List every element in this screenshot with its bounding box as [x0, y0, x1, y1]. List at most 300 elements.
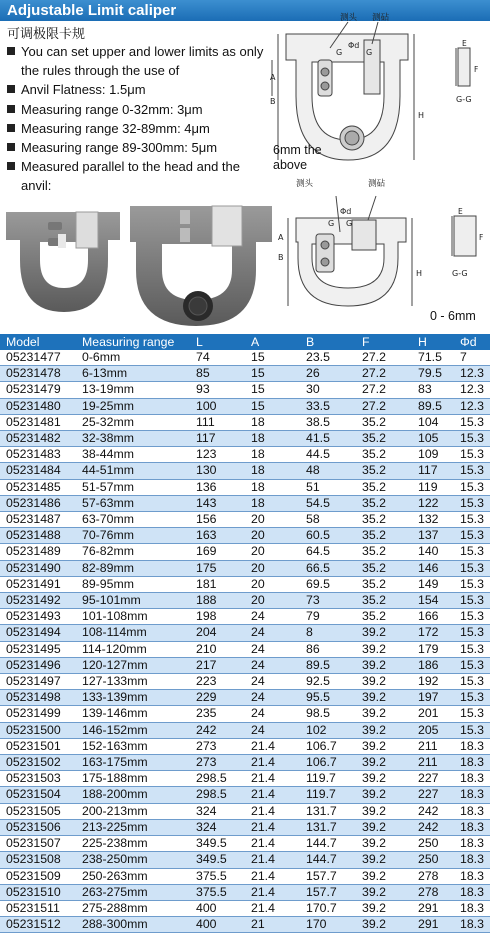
table-cell: 127-133mm [76, 674, 190, 690]
table-cell: 170.7 [300, 900, 356, 916]
table-cell: 15.3 [454, 560, 490, 576]
table-cell: 278 [412, 868, 454, 884]
table-cell: 54.5 [300, 495, 356, 511]
label-b-bottom: B [278, 253, 284, 262]
table-cell: 69.5 [300, 576, 356, 592]
table-cell: 35.2 [356, 544, 412, 560]
table-cell: 175 [190, 560, 245, 576]
table-cell: 181 [190, 576, 245, 592]
table-cell: 21.4 [245, 738, 300, 754]
table-cell: 74 [190, 350, 245, 366]
table-cell: 05231491 [0, 576, 76, 592]
table-cell: 35.2 [356, 414, 412, 430]
label-anvil-bottom: 测砧 [368, 179, 386, 189]
label-phid-top: Φd [348, 41, 360, 50]
table-cell: 13-19mm [76, 382, 190, 398]
table-cell: 76-82mm [76, 544, 190, 560]
table-cell: 66.5 [300, 560, 356, 576]
table-cell: 15.3 [454, 674, 490, 690]
table-cell: 375.5 [190, 868, 245, 884]
table-cell: 123 [190, 447, 245, 463]
table-cell: 213-225mm [76, 819, 190, 835]
table-cell: 122 [412, 495, 454, 511]
table-cell: 18 [245, 479, 300, 495]
table-cell: 15.3 [454, 512, 490, 528]
table-cell: 60.5 [300, 528, 356, 544]
bullet-square-icon [7, 162, 15, 170]
table-cell: 39.2 [356, 803, 412, 819]
table-cell: 324 [190, 803, 245, 819]
table-cell: 18.3 [454, 884, 490, 900]
table-cell: 227 [412, 771, 454, 787]
table-cell: 89-95mm [76, 576, 190, 592]
table-cell: 229 [190, 690, 245, 706]
table-cell: 20 [245, 560, 300, 576]
table-cell: 186 [412, 657, 454, 673]
table-cell: 05231477 [0, 350, 76, 366]
table-cell: 21.4 [245, 755, 300, 771]
table-cell: 133-139mm [76, 690, 190, 706]
table-cell: 375.5 [190, 884, 245, 900]
table-cell: 05231504 [0, 787, 76, 803]
table-row [0, 366, 490, 382]
label-e-top: E [462, 39, 467, 48]
table-cell: 201 [412, 706, 454, 722]
feature-item: Measuring range 32-89mm: 4μm [7, 119, 272, 138]
table-cell: 15.3 [454, 722, 490, 738]
table-row [0, 771, 490, 787]
table-cell: 44-51mm [76, 463, 190, 479]
table-cell: 324 [190, 819, 245, 835]
table-cell: 39.2 [356, 738, 412, 754]
table-cell: 15 [245, 382, 300, 398]
table-cell: 05231494 [0, 625, 76, 641]
table-cell: 225-238mm [76, 836, 190, 852]
table-cell: 156 [190, 512, 245, 528]
label-anvil-top: 测砧 [372, 13, 390, 23]
feature-list [7, 42, 272, 196]
table-cell: 15 [245, 366, 300, 382]
table-cell: 95-101mm [76, 593, 190, 609]
feature-item: You can set upper and lower limits as only the rules through the use of [7, 42, 272, 80]
table-cell: 188-200mm [76, 787, 190, 803]
table-row [0, 755, 490, 771]
table-cell: 24 [245, 625, 300, 641]
table-row [0, 512, 490, 528]
table-cell: 15 [245, 398, 300, 414]
table-cell: 15.3 [454, 447, 490, 463]
table-cell: 15.3 [454, 479, 490, 495]
table-cell: 227 [412, 787, 454, 803]
table-cell: 400 [190, 917, 245, 933]
table-cell: 30 [300, 382, 356, 398]
table-cell: 15.3 [454, 414, 490, 430]
table-row [0, 657, 490, 673]
label-a-top: A [270, 73, 276, 82]
table-row [0, 690, 490, 706]
table-cell: 140 [412, 544, 454, 560]
table-cell: 106.7 [300, 755, 356, 771]
table-cell: 15.3 [454, 544, 490, 560]
small-caliper-photo [6, 212, 120, 312]
table-cell: 05231479 [0, 382, 76, 398]
page-subtitle: 可调极限卡规 [7, 26, 86, 41]
table-row [0, 868, 490, 884]
table-cell: 132 [412, 512, 454, 528]
table-cell: 05231507 [0, 836, 76, 852]
table-cell: 211 [412, 755, 454, 771]
table-cell: 21.4 [245, 900, 300, 916]
table-cell: 27.2 [356, 366, 412, 382]
table-row [0, 836, 490, 852]
table-cell: 275-288mm [76, 900, 190, 916]
table-cell: 92.5 [300, 674, 356, 690]
table-cell: 18.3 [454, 738, 490, 754]
table-cell: 83 [412, 382, 454, 398]
table-cell: 119.7 [300, 787, 356, 803]
table-cell: 149 [412, 576, 454, 592]
table-cell: 86 [300, 641, 356, 657]
table-cell: 35.2 [356, 528, 412, 544]
table-cell: 278 [412, 884, 454, 900]
table-cell: 192 [412, 674, 454, 690]
table-cell: 166 [412, 609, 454, 625]
table-row [0, 544, 490, 560]
table-cell: 15.3 [454, 641, 490, 657]
table-cell: 18.3 [454, 868, 490, 884]
table-cell: 18.3 [454, 852, 490, 868]
table-cell: 120-127mm [76, 657, 190, 673]
table-cell: 41.5 [300, 431, 356, 447]
table-cell: 27.2 [356, 382, 412, 398]
table-cell: 18 [245, 431, 300, 447]
label-h-top: H [418, 111, 425, 120]
table-cell: 291 [412, 900, 454, 916]
table-cell: 15.3 [454, 576, 490, 592]
table-cell: 05231482 [0, 431, 76, 447]
table-cell: 131.7 [300, 803, 356, 819]
table-cell: 05231481 [0, 414, 76, 430]
table-row [0, 884, 490, 900]
table-cell: 119 [412, 479, 454, 495]
table-cell: 111 [190, 414, 245, 430]
table-cell: 05231497 [0, 674, 76, 690]
table-cell: 263-275mm [76, 884, 190, 900]
table-cell: 98.5 [300, 706, 356, 722]
table-cell: 288-300mm [76, 917, 190, 933]
table-cell: 117 [190, 431, 245, 447]
table-cell: 204 [190, 625, 245, 641]
spec-table [0, 334, 490, 933]
side-view-bottom [452, 216, 476, 256]
table-cell: 20 [245, 544, 300, 560]
table-cell: 18 [245, 495, 300, 511]
table-cell: 15 [245, 350, 300, 366]
table-cell: 349.5 [190, 852, 245, 868]
table-cell: 223 [190, 674, 245, 690]
table-cell: 7 [454, 350, 490, 366]
table-row [0, 431, 490, 447]
table-cell: 273 [190, 755, 245, 771]
table-cell: 24 [245, 609, 300, 625]
table-cell: 39.2 [356, 787, 412, 803]
label-phid-bottom: Φd [340, 207, 352, 216]
table-cell: 79 [300, 609, 356, 625]
table-cell: 175-188mm [76, 771, 190, 787]
table-row [0, 350, 490, 366]
label-f-top: F [474, 65, 479, 74]
feature-item: Measuring range 0-32mm: 3μm [7, 100, 272, 119]
table-cell: 179 [412, 641, 454, 657]
table-cell: 39.2 [356, 852, 412, 868]
table-cell: 44.5 [300, 447, 356, 463]
table-cell: 131.7 [300, 819, 356, 835]
table-cell: 73 [300, 593, 356, 609]
table-cell: 250 [412, 836, 454, 852]
table-cell: 39.2 [356, 625, 412, 641]
col-b: B [300, 334, 356, 350]
table-cell: 242 [412, 819, 454, 835]
table-row [0, 722, 490, 738]
label-gg-top: G-G [456, 95, 472, 104]
label-g-top-2: G [366, 48, 373, 57]
table-cell: 26 [300, 366, 356, 382]
table-cell: 89.5 [300, 657, 356, 673]
table-cell: 05231501 [0, 738, 76, 754]
table-cell: 250 [412, 852, 454, 868]
table-row [0, 674, 490, 690]
table-cell: 200-213mm [76, 803, 190, 819]
table-row [0, 706, 490, 722]
table-cell: 51 [300, 479, 356, 495]
table-cell: 38-44mm [76, 447, 190, 463]
table-cell: 39.2 [356, 900, 412, 916]
table-cell: 39.2 [356, 657, 412, 673]
note-above-6mm: 6mm the above [273, 143, 322, 172]
table-cell: 05231510 [0, 884, 76, 900]
table-cell: 25-32mm [76, 414, 190, 430]
label-head-bottom: 测头 [296, 179, 314, 189]
table-cell: 273 [190, 738, 245, 754]
table-cell: 05231487 [0, 512, 76, 528]
table-cell: 35.2 [356, 609, 412, 625]
table-cell: 136 [190, 479, 245, 495]
table-cell: 172 [412, 625, 454, 641]
table-cell: 400 [190, 900, 245, 916]
table-cell: 12.3 [454, 366, 490, 382]
table-row [0, 852, 490, 868]
table-cell: 146 [412, 560, 454, 576]
table-cell: 39.2 [356, 819, 412, 835]
col-a: A [245, 334, 300, 350]
table-cell: 105 [412, 431, 454, 447]
table-cell: 35.2 [356, 463, 412, 479]
table-row [0, 576, 490, 592]
table-cell: 8 [300, 625, 356, 641]
table-cell: 39.2 [356, 674, 412, 690]
table-cell: 104 [412, 414, 454, 430]
table-cell: 100 [190, 398, 245, 414]
table-cell: 169 [190, 544, 245, 560]
table-row [0, 463, 490, 479]
table-cell: 71.5 [412, 350, 454, 366]
table-cell: 05231502 [0, 755, 76, 771]
table-cell: 35.2 [356, 447, 412, 463]
table-cell: 39.2 [356, 755, 412, 771]
table-cell: 05231498 [0, 690, 76, 706]
table-cell: 117 [412, 463, 454, 479]
table-cell: 130 [190, 463, 245, 479]
label-g-top-1: G [336, 48, 343, 57]
table-cell: 57-63mm [76, 495, 190, 511]
table-header-row [0, 334, 490, 350]
table-cell: 79.5 [412, 366, 454, 382]
table-cell: 24 [245, 690, 300, 706]
label-f-bottom: F [479, 233, 484, 242]
bullet-square-icon [7, 143, 15, 151]
table-cell: 18.3 [454, 819, 490, 835]
table-cell: 163-175mm [76, 755, 190, 771]
table-cell: 05231495 [0, 641, 76, 657]
table-cell: 21.4 [245, 787, 300, 803]
feature-item: Anvil Flatness: 1.5μm [7, 80, 272, 99]
table-row [0, 819, 490, 835]
label-a-bottom: A [278, 233, 284, 242]
table-cell: 188 [190, 593, 245, 609]
table-cell: 27.2 [356, 398, 412, 414]
table-row [0, 803, 490, 819]
table-cell: 170 [300, 917, 356, 933]
table-cell: 58 [300, 512, 356, 528]
bullet-square-icon [7, 124, 15, 132]
table-cell: 95.5 [300, 690, 356, 706]
table-cell: 05231490 [0, 560, 76, 576]
table-cell: 15.3 [454, 625, 490, 641]
label-g-bottom-2: G [346, 219, 353, 228]
table-cell: 23.5 [300, 350, 356, 366]
table-cell: 109 [412, 447, 454, 463]
table-row [0, 382, 490, 398]
table-cell: 15.3 [454, 431, 490, 447]
table-cell: 21.4 [245, 819, 300, 835]
col-range: Measuring range [76, 334, 190, 350]
side-view-top [456, 48, 470, 86]
table-cell: 18 [245, 447, 300, 463]
table-row [0, 528, 490, 544]
table-cell: 21.4 [245, 868, 300, 884]
table-cell: 250-263mm [76, 868, 190, 884]
table-cell: 35.2 [356, 576, 412, 592]
table-cell: 15.3 [454, 657, 490, 673]
table-cell: 05231499 [0, 706, 76, 722]
table-cell: 63-70mm [76, 512, 190, 528]
table-cell: 05231484 [0, 463, 76, 479]
label-h-bottom: H [416, 269, 423, 278]
table-cell: 24 [245, 657, 300, 673]
table-cell: 05231480 [0, 398, 76, 414]
label-b-top: B [270, 97, 276, 106]
table-row [0, 447, 490, 463]
table-cell: 24 [245, 674, 300, 690]
table-cell: 39.2 [356, 884, 412, 900]
table-cell: 19-25mm [76, 398, 190, 414]
table-cell: 39.2 [356, 722, 412, 738]
table-cell: 291 [412, 917, 454, 933]
table-cell: 24 [245, 641, 300, 657]
table-cell: 21 [245, 917, 300, 933]
table-cell: 139-146mm [76, 706, 190, 722]
table-cell: 21.4 [245, 771, 300, 787]
table-cell: 197 [412, 690, 454, 706]
diagram-large-caliper [272, 22, 414, 160]
table-cell: 18.3 [454, 771, 490, 787]
table-cell: 35.2 [356, 512, 412, 528]
table-cell: 05231509 [0, 868, 76, 884]
table-cell: 64.5 [300, 544, 356, 560]
table-row [0, 593, 490, 609]
table-cell: 05231485 [0, 479, 76, 495]
label-g-bottom-1: G [328, 219, 335, 228]
table-cell: 39.2 [356, 771, 412, 787]
table-row [0, 609, 490, 625]
label-gg-bottom: G-G [452, 269, 468, 278]
table-cell: 18.3 [454, 755, 490, 771]
table-cell: 15.3 [454, 706, 490, 722]
table-cell: 05231486 [0, 495, 76, 511]
table-cell: 15.3 [454, 593, 490, 609]
table-cell: 05231488 [0, 528, 76, 544]
table-cell: 15.3 [454, 609, 490, 625]
table-cell: 143 [190, 495, 245, 511]
table-cell: 05231493 [0, 609, 76, 625]
table-row [0, 495, 490, 511]
table-cell: 82-89mm [76, 560, 190, 576]
table-cell: 32-38mm [76, 431, 190, 447]
table-cell: 05231496 [0, 657, 76, 673]
table-cell: 70-76mm [76, 528, 190, 544]
table-cell: 05231500 [0, 722, 76, 738]
table-cell: 18.3 [454, 803, 490, 819]
table-row [0, 398, 490, 414]
table-cell: 18.3 [454, 836, 490, 852]
table-cell: 238-250mm [76, 852, 190, 868]
table-cell: 39.2 [356, 641, 412, 657]
table-cell: 39.2 [356, 690, 412, 706]
table-cell: 119.7 [300, 771, 356, 787]
table-row [0, 738, 490, 754]
table-row [0, 479, 490, 495]
table-cell: 18 [245, 463, 300, 479]
table-cell: 05231503 [0, 771, 76, 787]
table-cell: 12.3 [454, 398, 490, 414]
table-cell: 114-120mm [76, 641, 190, 657]
table-cell: 15.3 [454, 528, 490, 544]
table-cell: 39.2 [356, 706, 412, 722]
table-cell: 05231511 [0, 900, 76, 916]
bullet-square-icon [7, 47, 15, 55]
table-cell: 21.4 [245, 803, 300, 819]
table-cell: 35.2 [356, 479, 412, 495]
table-row [0, 414, 490, 430]
table-cell: 12.3 [454, 382, 490, 398]
table-cell: 18.3 [454, 900, 490, 916]
table-cell: 39.2 [356, 868, 412, 884]
table-cell: 18.3 [454, 917, 490, 933]
feature-item: Measured parallel to the head and the anvil: [7, 157, 272, 195]
feature-item: Measuring range 89-300mm: 5μm [7, 138, 272, 157]
table-cell: 24 [245, 722, 300, 738]
table-cell: 146-152mm [76, 722, 190, 738]
